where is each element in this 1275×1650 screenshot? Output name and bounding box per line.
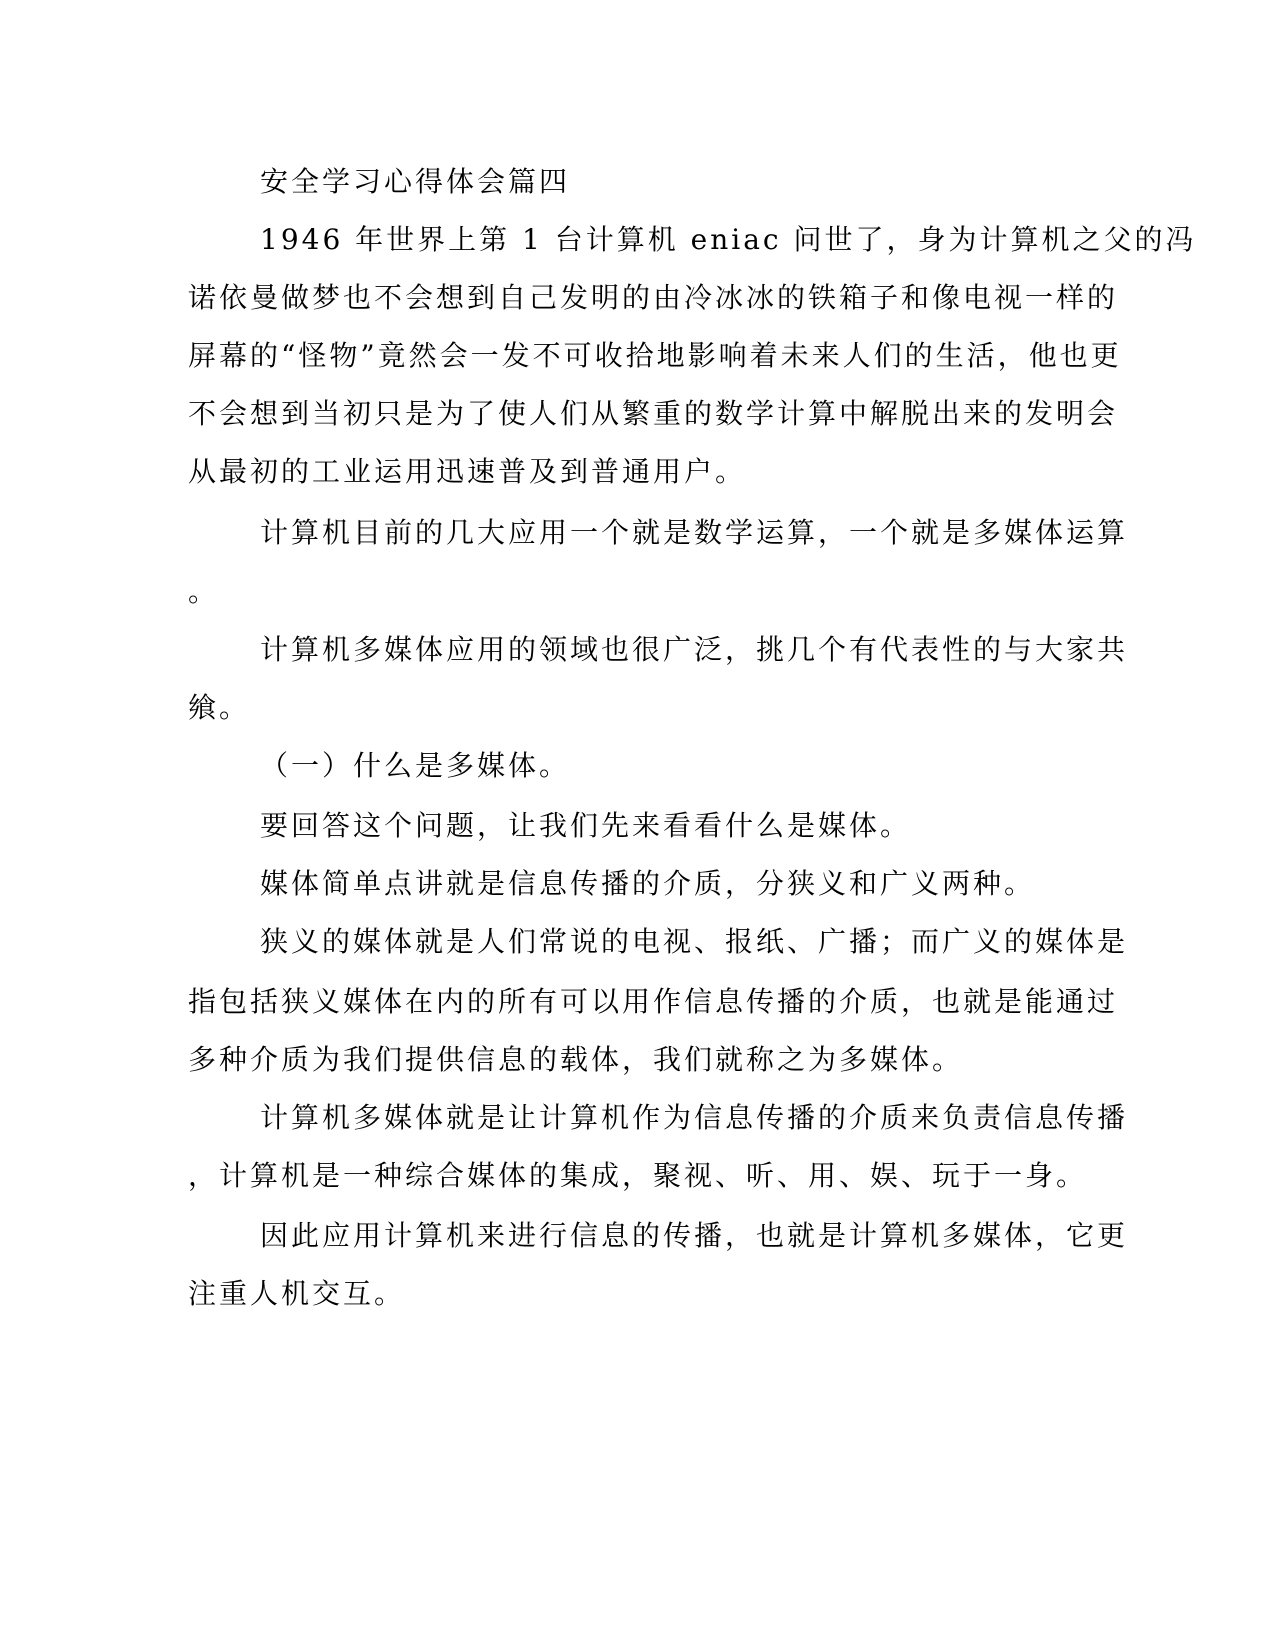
paragraph-line: 计算机目前的几大应用一个就是数学运算，一个就是多媒体运算 bbox=[260, 516, 1129, 549]
paragraph-line: 注重人机交互。 bbox=[188, 1277, 406, 1310]
paragraph-line: 。 bbox=[188, 575, 220, 608]
paragraph-line: 计算机多媒体就是让计算机作为信息传播的介质来负责信息传播 bbox=[260, 1101, 1129, 1134]
paragraph-line: 诺依曼做梦也不会想到自己发明的由冷冰冰的铁箱子和像电视一样的 bbox=[188, 281, 1119, 314]
paragraph-line: 狭义的媒体就是人们常说的电视、报纸、广播；而广义的媒体是 bbox=[260, 925, 1129, 958]
paragraph-line: 从最初的工业运用迅速普及到普通用户。 bbox=[188, 455, 747, 488]
paragraph-line: 计算机多媒体应用的领域也很广泛，挑几个有代表性的与大家共 bbox=[260, 633, 1129, 666]
paragraph-line: 飨。 bbox=[188, 691, 251, 724]
paragraph-line: 媒体简单点讲就是信息传播的介质，分狭义和广义两种。 bbox=[260, 867, 1036, 900]
paragraph-line: 屏幕的“怪物”竟然会一发不可收拾地影响着未来人们的生活，他也更 bbox=[188, 339, 1122, 372]
paragraph-line: 指包括狭义媒体在内的所有可以用作信息传播的介质，也就是能通过 bbox=[188, 985, 1119, 1018]
document-title: 安全学习心得体会篇四 bbox=[260, 165, 571, 198]
paragraph-line: 因此应用计算机来进行信息的传播，也就是计算机多媒体，它更 bbox=[260, 1219, 1129, 1252]
paragraph-line: （一）什么是多媒体。 bbox=[260, 749, 571, 782]
paragraph-line: 多种介质为我们提供信息的载体，我们就称之为多媒体。 bbox=[188, 1043, 964, 1076]
paragraph-line: 1946 年世界上第 1 台计算机 eniac 问世了，身为计算机之父的冯 bbox=[260, 223, 1197, 256]
paragraph-line: ，计算机是一种综合媒体的集成，聚视、听、用、娱、玩于一身。 bbox=[188, 1159, 1088, 1192]
paragraph-line: 不会想到当初只是为了使人们从繁重的数学计算中解脱出来的发明会 bbox=[188, 397, 1119, 430]
paragraph-line: 要回答这个问题，让我们先来看看什么是媒体。 bbox=[260, 809, 912, 842]
